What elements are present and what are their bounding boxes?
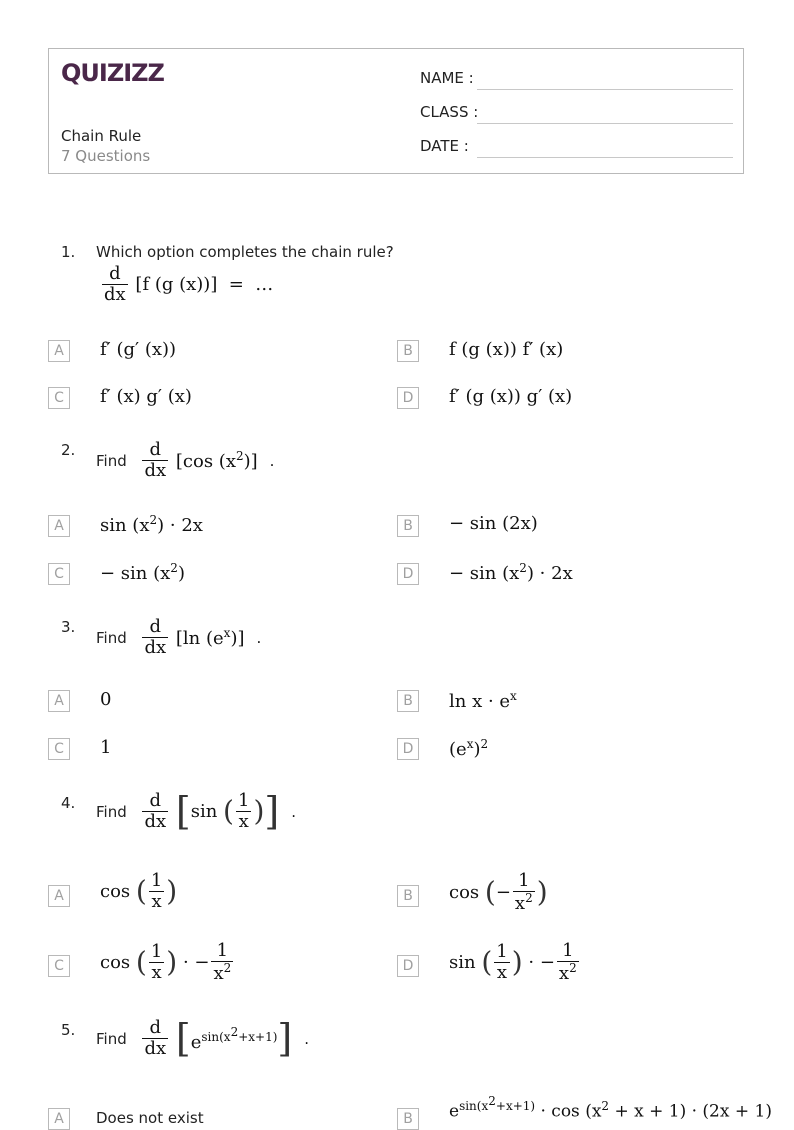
option-letter[interactable]: A — [48, 1108, 70, 1130]
option-math[interactable]: sin ( $\frac{1}{x}$ ) · − $\frac{1}{x^2}$ — [449, 940, 577, 985]
question-math: Find $\frac{d}{dx}$ [sin ( $\frac{1}{x}$ )] . — [96, 789, 296, 834]
option-letter[interactable]: D — [397, 738, 419, 760]
class-field[interactable] — [477, 123, 733, 124]
option-math[interactable]: f′ (g′ (x)) — [100, 339, 177, 360]
question-number: 1. — [61, 243, 76, 261]
option-letter[interactable]: B — [397, 1108, 419, 1130]
option-letter[interactable]: D — [397, 387, 419, 409]
option-math[interactable]: $\ln x \cdot e^x$ — [449, 689, 517, 712]
question-number: 5. — [61, 1021, 76, 1039]
option-math[interactable]: $\sin (x^2) \cdot 2x$ — [100, 513, 203, 536]
option-letter[interactable]: A — [48, 340, 70, 362]
option-letter[interactable]: C — [48, 955, 70, 977]
option-math[interactable]: $(e^x)^2$ — [449, 737, 489, 760]
option-letter[interactable]: A — [48, 690, 70, 712]
option-letter[interactable]: D — [397, 955, 419, 977]
find-label: Find — [96, 451, 127, 470]
option-letter[interactable]: C — [48, 387, 70, 409]
find-label: Find — [96, 802, 127, 821]
option-math[interactable]: 0 — [100, 689, 112, 710]
question-number: 3. — [61, 618, 76, 636]
date-label: DATE : — [420, 137, 469, 155]
question-math: Find $\frac{d}{dx}$ [cos $(x^2)$] . — [96, 439, 275, 482]
option-math[interactable]: cos (− $\frac{1}{x^2}$ ) — [449, 870, 548, 915]
option-letter[interactable]: A — [48, 515, 70, 537]
option-math[interactable]: − $\sin (x^2) \cdot 2x$ — [449, 561, 573, 584]
option-math[interactable]: f (g (x)) f′ (x) — [449, 339, 564, 360]
option-math[interactable]: f′ (g (x)) g′ (x) — [449, 386, 573, 407]
option-letter[interactable]: A — [48, 885, 70, 907]
worksheet-header — [48, 48, 744, 174]
find-label: Find — [96, 1029, 127, 1048]
question-number: 2. — [61, 441, 76, 459]
option-letter[interactable]: B — [397, 690, 419, 712]
name-label: NAME : — [420, 69, 474, 87]
quizizz-logo: QUIZIZZ — [61, 59, 164, 87]
option-text[interactable]: Does not exist — [96, 1109, 204, 1127]
question-number: 4. — [61, 794, 76, 812]
question-count: 7 Questions — [61, 147, 151, 165]
worksheet-title: Chain Rule — [61, 127, 142, 145]
question-text: Which option completes the chain rule? — [96, 243, 394, 261]
name-field[interactable] — [477, 89, 733, 90]
option-math[interactable]: f′ (x) g′ (x) — [100, 386, 192, 407]
class-label: CLASS : — [420, 103, 479, 121]
question-math: Find $\frac{d}{dx}$ $[e^{sin(x^2+x+1)}]$ . — [96, 1016, 310, 1061]
find-label: Find — [96, 628, 127, 647]
date-field[interactable] — [477, 157, 733, 158]
option-letter[interactable]: C — [48, 563, 70, 585]
option-math[interactable]: cos ( $\frac{1}{x}$ ) — [100, 870, 178, 913]
option-letter[interactable]: B — [397, 340, 419, 362]
option-math[interactable]: $e^{sin(x^2+x+1)} \cdot \cos (x^2 + x + 1) \cdot (2x + 1)$ — [449, 1094, 772, 1122]
option-math[interactable]: − sin (2x) — [449, 513, 538, 534]
option-math[interactable]: cos ( $\frac{1}{x}$ ) · − $\frac{1}{x^2}$ — [100, 940, 232, 985]
option-math[interactable]: 1 — [100, 737, 112, 758]
option-letter[interactable]: D — [397, 563, 419, 585]
option-letter[interactable]: C — [48, 738, 70, 760]
question-math: $\frac{d}{dx}$ [f (g (x))] = … — [104, 263, 274, 306]
question-math: Find $\frac{d}{dx}$ [ln $(e^x)$] . — [96, 616, 262, 659]
option-letter[interactable]: B — [397, 885, 419, 907]
option-math[interactable]: − $\sin (x^2)$ — [100, 561, 185, 584]
option-letter[interactable]: B — [397, 515, 419, 537]
